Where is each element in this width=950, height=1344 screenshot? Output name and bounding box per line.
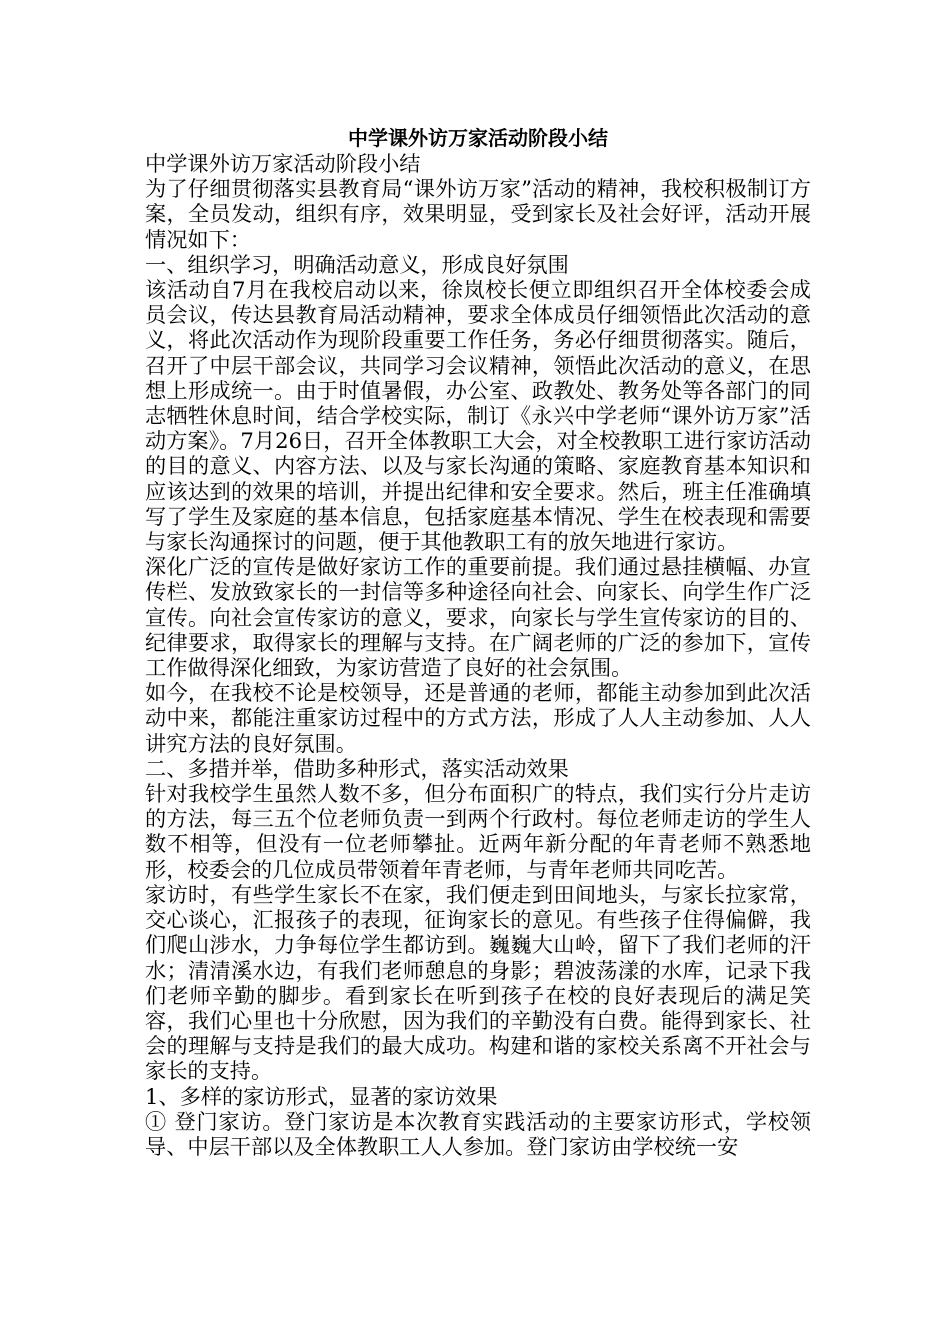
body-paragraph: 深化广泛的宣传是做好家访工作的重要前提。我们通过悬挂横幅、办宣传栏、发放致家长的一封信等多种途径向社会、向家长、向学生作广泛宣传。向社会宣传家访的意义，要求，向家长与学生宣传家访的目的、纪律要求，取得家长的理解与支持。在广阔老师的广泛的参加下，宣传工作做得深化细致，为家访营造了良好的社会氛围。 — [145, 554, 811, 681]
section-heading-2: 二、多措并举，借助多种形式，落实活动效果 — [145, 755, 569, 781]
section-heading-1: 一、组织学习，明确活动意义，形成良好氛围 — [145, 251, 569, 277]
body-paragraph: 针对我校学生虽然人数不多，但分布面积广的特点，我们实行分片走访的方法，每三五个位老师负责一到两个行政村。每位老师走访的学生人数不相等，但没有一位老师攀扯。近两年新分配的年青老师不熟悉地形，校委会的几位成员带领着年青老师，与青年老师共同吃苦。 — [145, 781, 811, 882]
body-paragraph: 如今，在我校不论是校领导，还是普通的老师，都能主动参加到此次活动中来，都能注重家访过程中的方式方法，形成了人人主动参加、人人讲究方法的良好氛围。 — [145, 680, 811, 756]
document-body — [145, 125, 811, 1159]
intro-paragraph: 为了仔细贯彻落实县教育局“课外访万家”活动的精神，我校积极制订方案，全员发动，组织有序，效果明显，受到家长及社会好评，活动开展情况如下： — [145, 176, 811, 252]
subsection-heading: 1、多样的家访形式，显著的家访效果 — [145, 1083, 498, 1109]
body-paragraph: 家访时，有些学生家长不在家，我们便走到田间地头，与家长拉家常，交心谈心，汇报孩子的表现，征询家长的意见。有些孩子住得偏僻，我们爬山涉水，力争每位学生都访到。巍巍大山岭，留下了我们老师的汗水；清清溪水边，有我们老师憩息的身影；碧波荡漾的水库，记录下我们老师辛勤的脚步。看到家长在听到孩子在校的良好表现后的满足笑容，我们心里也十分欣慰，因为我们的辛勤没有白费。能得到家长、社会的理解与支持是我们的最大成功。构建和谐的家校关系离不开社会与家长的支持。 — [145, 881, 811, 1084]
body-paragraph: ① 登门家访。登门家访是本次教育实践活动的主要家访形式，学校领导、中层干部以及全体教职工人人参加。登门家访由学校统一安 — [145, 1108, 811, 1159]
body-paragraph: 该活动自7月在我校启动以来，徐岚校长便立即组织召开全体校委会成员会议，传达县教育局活动精神，要求全体成员仔细领悟此次活动的意义，将此次活动作为现阶段重要工作任务，务必仔细贯彻落实。随后，召开了中层干部会议，共同学习会议精神，领悟此次活动的意义，在思想上形成统一。由于时值暑假，办公室、政教处、教务处等各部门的同志牺牲休息时间，结合学校实际，制订《永兴中学老师“课外访万家”活动方案》。7月26日，召开全体教职工大会，对全校教职工进行家访活动的目的意义、内容方法、以及与家长沟通的策略、家庭教育基本知识和应该达到的效果的培训，并提出纪律和安全要求。然后，班主任准确填写了学生及家庭的基本信息，包括家庭基本情况、学生在校表现和需要与家长沟通探讨的问题，便于其他教职工有的放矢地进行家访。 — [145, 277, 811, 555]
subtitle-paragraph: 中学课外访万家活动阶段小结 — [145, 151, 421, 176]
document-title: 中学课外访万家活动阶段小结 — [348, 126, 608, 150]
